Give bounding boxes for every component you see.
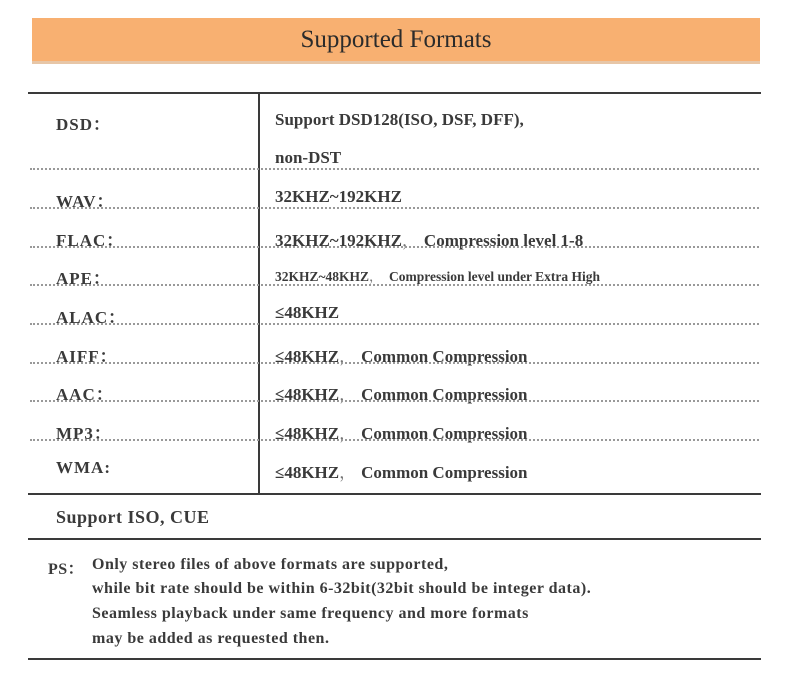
separator: ， — [401, 231, 419, 250]
table-bottom-rule — [28, 493, 761, 495]
table-column-divider — [258, 93, 260, 493]
format-compression: Common Compression — [361, 463, 528, 482]
format-compression: Common Compression — [361, 385, 528, 404]
separator: ， — [339, 463, 357, 482]
format-compression: Common Compression — [361, 347, 528, 366]
format-compression: Compression level 1-8 — [423, 231, 584, 250]
format-label-aac: AAC： — [56, 385, 114, 404]
title-banner — [32, 18, 760, 64]
format-compression: Compression level under Extra High — [389, 269, 601, 284]
format-value-wav: 32KHZ~192KHZ — [275, 187, 402, 206]
format-value-dsd-continued: non-DST — [275, 148, 342, 167]
format-label-flac: FLAC： — [56, 231, 125, 250]
ps-line: Only stereo files of above formats are supported, — [92, 556, 449, 573]
section-rule — [28, 538, 761, 540]
separator: ， — [369, 269, 383, 284]
page-title: Supported Formats — [300, 25, 492, 53]
separator: ， — [339, 347, 357, 366]
ps-line: Seamless playback under same frequency and more formats — [92, 605, 529, 622]
row-divider — [30, 323, 759, 325]
ps-line: may be added as requested then. — [92, 630, 330, 647]
row-divider — [30, 246, 759, 248]
format-value-dsd: Support DSD128(ISO, DSF, DFF), — [275, 110, 524, 129]
format-label-ape: APE： — [56, 269, 111, 288]
format-rate: ≤48KHZ — [275, 424, 340, 443]
format-value-alac: ≤48KHZ — [275, 303, 340, 322]
format-label-aiff: AIFF： — [56, 347, 118, 366]
format-label-dsd: DSD： — [56, 115, 112, 134]
format-label-mp3: MP3： — [56, 424, 112, 443]
row-divider — [30, 207, 759, 209]
ps-prefix: PS： — [48, 561, 85, 578]
row-divider — [30, 362, 759, 364]
separator: ， — [339, 424, 357, 443]
table-top-rule — [28, 92, 761, 94]
ps-line: while bit rate should be within 6-32bit(32bit should be integer data). — [92, 580, 592, 597]
row-divider — [30, 168, 759, 170]
format-compression: Common Compression — [361, 424, 528, 443]
format-value-wma — [275, 458, 528, 483]
row-divider — [30, 400, 759, 402]
support-note: Support ISO, CUE — [56, 507, 210, 527]
row-divider — [30, 284, 759, 286]
format-rate: 32KHZ~192KHZ — [275, 231, 402, 250]
format-rate: ≤48KHZ — [275, 347, 340, 366]
format-rate: ≤48KHZ — [275, 385, 340, 404]
format-label-alac: ALAC： — [56, 308, 127, 327]
format-rate: 32KHZ~48KHZ — [275, 269, 370, 284]
format-label-wav: WAV： — [56, 192, 115, 211]
format-value-ape — [275, 265, 600, 285]
bottom-rule — [28, 658, 761, 660]
format-rate: ≤48KHZ — [275, 463, 340, 482]
format-label-wma: WMA: — [56, 458, 111, 477]
row-divider — [30, 439, 759, 441]
separator: ， — [339, 385, 357, 404]
